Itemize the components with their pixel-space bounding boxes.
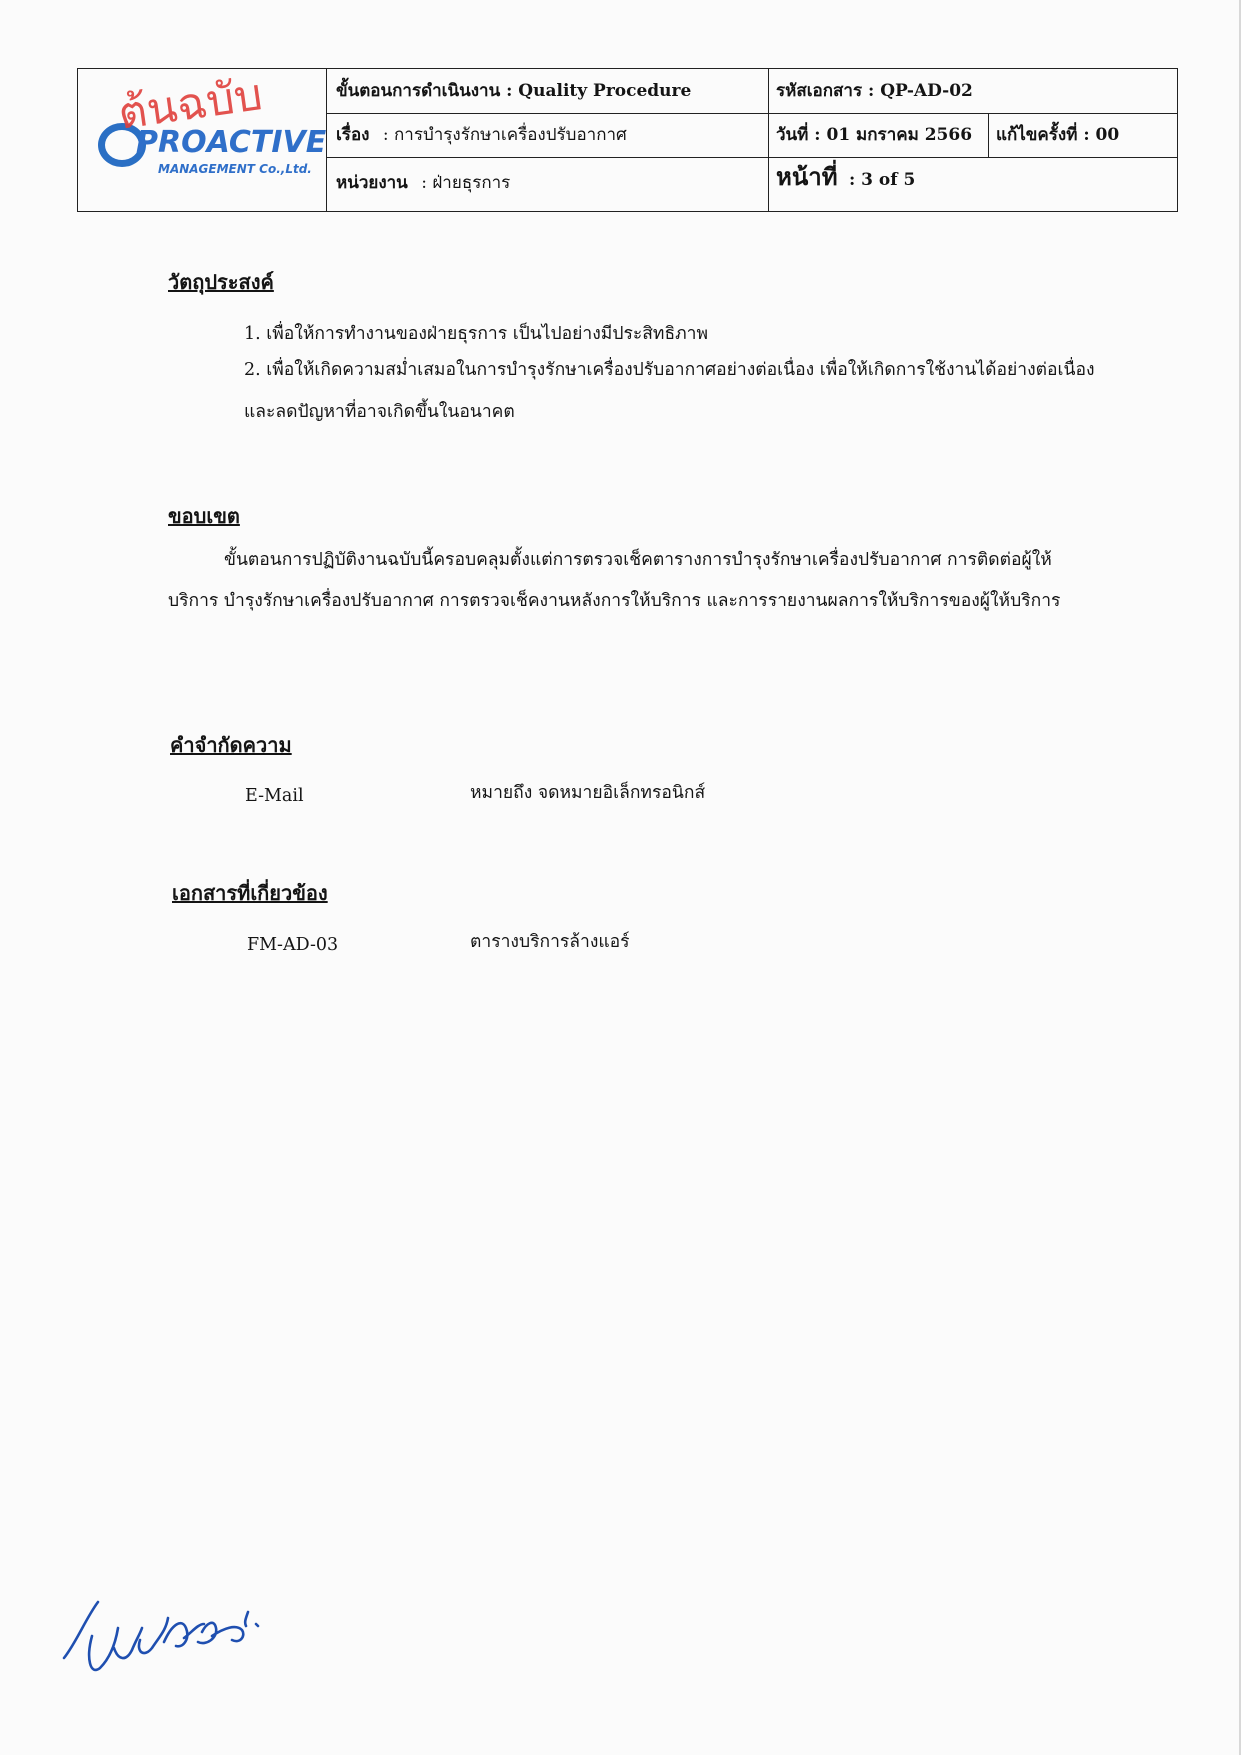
- objective-heading: วัตถุประสงค์: [168, 270, 274, 294]
- handwritten-signature: [56, 1588, 286, 1688]
- procedure-label: ขั้นตอนการดำเนินงาน : Quality Procedure: [336, 81, 692, 101]
- objective-item-1: 1. เพื่อให้การทำงานของฝ่ายธุรการ เป็นไปอย่างมีประสิทธิภาพ: [244, 324, 709, 344]
- page-label: หน้าที่: [776, 162, 838, 191]
- logo-main-text: PROACTIVE: [136, 125, 327, 160]
- scope-line-2: บริการ บำรุงรักษาเครื่องปรับอากาศ การตรวจเช็คงานหลังการให้บริการ และการรายงานผลการให้บริการของผู้ให้บริการ: [168, 591, 1061, 611]
- department-value: : ฝ่ายธุรการ: [421, 173, 511, 193]
- definitions-heading: คำจำกัดความ: [170, 733, 292, 757]
- department-row: [336, 173, 510, 193]
- objective-item-2-line-2: และลดปัญหาที่อาจเกิดขึ้นในอนาคต: [244, 402, 515, 422]
- effective-date: วันที่ : 01 มกราคม 2566: [776, 125, 973, 145]
- scope-line-1: ขั้นตอนการปฏิบัติงานฉบับนี้ครอบคลุมตั้งแต่การตรวจเช็คตารางการบำรุงรักษาเครื่องปรับอากาศ การติดต่อผู้ให้: [224, 550, 1052, 570]
- related-docs-heading: เอกสารที่เกี่ยวข้อง: [172, 881, 328, 905]
- related-doc-code: FM-AD-03: [247, 935, 339, 955]
- scope-heading: ขอบเขต: [168, 504, 240, 528]
- logo-sub-text: MANAGEMENT Co.,Ltd.: [158, 162, 312, 176]
- page-number: [776, 162, 916, 191]
- objective-item-2-line-1: 2. เพื่อให้เกิดความสม่ำเสมอในการบำรุงรักษาเครื่องปรับอากาศอย่างต่อเนื่อง เพื่อให้เกิดการใช้งานได้อย่างต่อเนื่อง: [244, 360, 1095, 380]
- subject-label: เรื่อง: [336, 125, 370, 145]
- definition-meaning: หมายถึง จดหมายอิเล็กทรอนิกส์: [470, 783, 706, 803]
- subject-row: [336, 125, 627, 145]
- document-header-table: [77, 68, 1178, 212]
- subject-value: : การบำรุงรักษาเครื่องปรับอากาศ: [382, 125, 627, 145]
- original-stamp: ต้นฉบับ: [115, 69, 266, 140]
- revision-number: แก้ไขครั้งที่ : 00: [996, 125, 1120, 145]
- company-logo: [78, 69, 326, 211]
- related-doc-title: ตารางบริการล้างแอร์: [470, 932, 630, 952]
- department-label: หน่วยงาน: [336, 173, 408, 193]
- document-code: รหัสเอกสาร : QP-AD-02: [776, 81, 973, 101]
- page-value: : 3 of 5: [848, 170, 916, 190]
- definition-term: E-Mail: [245, 786, 304, 806]
